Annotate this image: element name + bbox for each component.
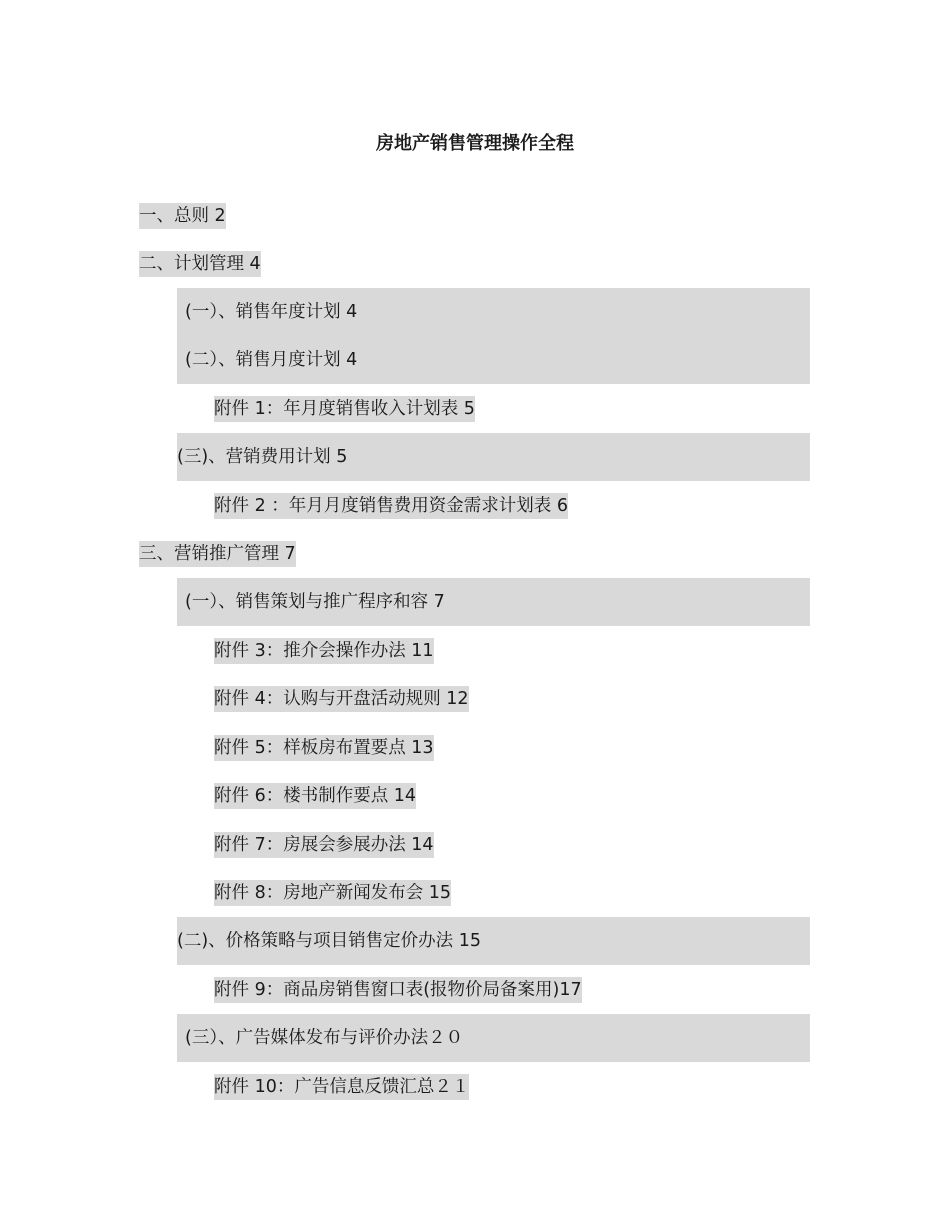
toc-entry-text: 附件 5：样板房布置要点 13: [214, 735, 434, 761]
toc-entry-text: 附件 2 ：年月月度销售费用资金需求计划表 6: [214, 493, 568, 519]
toc-entry-appendix-1[interactable]: [214, 385, 475, 433]
toc-entry-text: 附件 1：年月度销售收入计划表 5: [214, 396, 475, 422]
toc-entry-appendix-3[interactable]: [214, 627, 434, 675]
toc-entry-appendix-4[interactable]: [214, 675, 469, 723]
toc-entry-sales-planning-procedure[interactable]: [177, 578, 810, 626]
toc-entry-marketing-promotion[interactable]: [139, 530, 296, 578]
toc-entry-text: (三）、广告媒体发布与评价办法２０: [185, 1028, 464, 1048]
toc-entry-text: 附件 4：认购与开盘活动规则 12: [214, 686, 469, 712]
toc-entry-pricing-strategy[interactable]: [177, 917, 810, 965]
toc-entry-text: 附件 8：房地产新闻发布会 15: [214, 880, 451, 906]
toc-entry-text: 三、营销推广管理 7: [139, 541, 296, 567]
toc-entry-text: 附件 3：推介会操作办法 11: [214, 638, 434, 664]
toc-entry-appendix-7[interactable]: [214, 821, 434, 869]
toc-entry-appendix-9[interactable]: [214, 966, 582, 1014]
toc-entry-text: 附件 7：房展会参展办法 14: [214, 832, 434, 858]
toc-entry-text: 附件 9：商品房销售窗口表(报物价局备案用)17: [214, 977, 582, 1003]
toc-entry-text: 一、总则 2: [139, 203, 226, 229]
toc-entry-text: 附件 10：广告信息反馈汇总２１: [214, 1074, 469, 1100]
toc-entry-text: 二、计划管理 4: [139, 251, 261, 277]
toc-entry-text: (一）、销售年度计划 4: [185, 302, 358, 322]
toc-entry-plan-management[interactable]: [139, 240, 261, 288]
toc-entry-text: (二)、价格策略与项目销售定价办法 15: [177, 931, 481, 951]
toc-entry-text: (三)、营销费用计划 5: [177, 447, 348, 467]
toc-entry-advertising-media[interactable]: [177, 1014, 810, 1062]
toc-entry-marketing-cost-plan[interactable]: [177, 433, 810, 481]
toc-entry-appendix-2[interactable]: [214, 482, 568, 530]
toc-entry-text: (二）、销售月度计划 4: [185, 350, 358, 370]
toc-entry-text: (一）、销售策划与推广程序和容 7: [185, 592, 445, 612]
toc-entry-annual-sales-plan[interactable]: [177, 288, 810, 336]
toc-entry-text: 附件 6：楼书制作要点 14: [214, 783, 416, 809]
toc-entry-appendix-8[interactable]: [214, 869, 451, 917]
toc-entry-monthly-sales-plan[interactable]: [177, 336, 810, 384]
toc-entry-appendix-10[interactable]: [214, 1063, 469, 1111]
toc-entry-appendix-5[interactable]: [214, 724, 434, 772]
document-title: 房地产销售管理操作全程: [376, 133, 574, 154]
toc-entry-appendix-6[interactable]: [214, 772, 416, 820]
toc-entry-general[interactable]: [139, 192, 226, 240]
